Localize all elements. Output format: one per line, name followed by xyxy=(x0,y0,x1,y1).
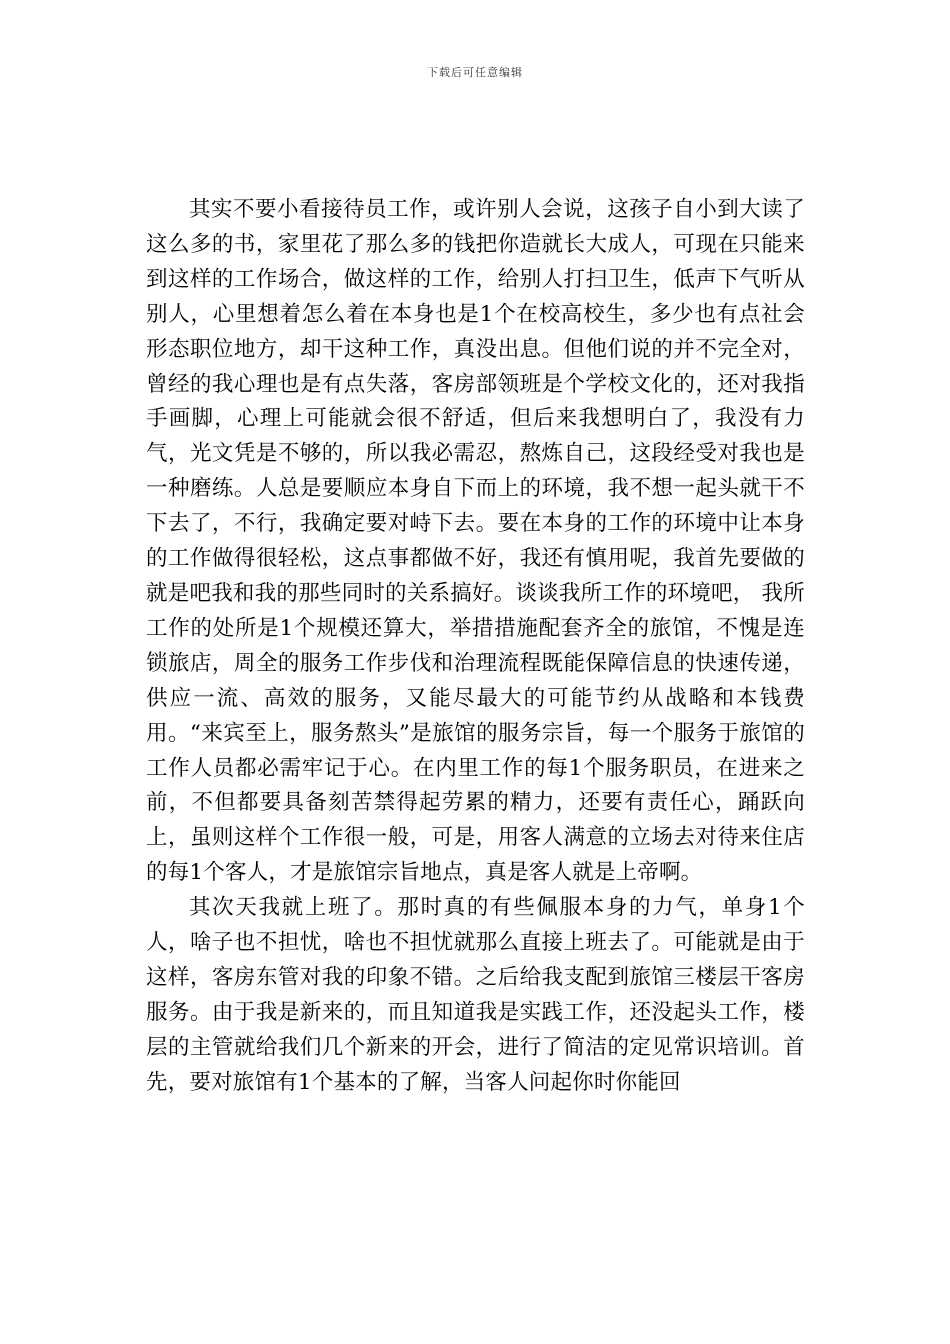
document-body xyxy=(146,193,805,1101)
paragraph-2: 其次天我就上班了。那时真的有些佩服本身的力气，单身1个人，啥子也不担忧，啥也不担忧就那么直接上班去了。可能就是由于这样，客房东管对我的印象不错。之后给我支配到旅馆三楼层干客房服务。由于我是新来的，而且知道我是实践工作，还没起头工作，楼层的主管就给我们几个新来的开会，进行了简洁的定见常识培训。首先，要对旅馆有1个基本的了解，当客人问起你时你能回 xyxy=(146,895,805,1095)
paragraph-1: 其实不要小看接待员工作，或许别人会说，这孩子自小到大读了这么多的书，家里花了那么多的钱把你造就长大成人，可现在只能来到这样的工作场合，做这样的工作，给别人打扫卫生，低声下气听从别人，心里想着怎么着在本身也是1个在校高校生，多少也有点社会形态职位地方，却干这种工作，真没出息。但他们说的并不完全对，曾经的我心理也是有点失落，客房部领班是个学校文化的，还对我指手画脚，心理上可能就会很不舒适，但后来我想明白了，我没有力气，光文凭是不够的，所以我必需忍，熬炼自己，这段经受对我也是一种磨练。人总是要顺应本身自下而上的环境，我不想一起头就干不下去了，不行，我确定要对峙下去。要在本身的工作的环境中让本身的工作做得很轻松，这点事都做不好，我还有慎用呢，我首先要做的就是吧我和我的那些同时的关系搞好。谈谈我所工作的环境吧， 我所工作的处所是1个规模还算大，举措措施配套齐全的旅馆，不愧是连锁旅店，周全的服务工作步伐和治理流程既能保障信息的快速传递，供应一流、高效的服务，又能尽最大的可能节约从战略和本钱费用。“来宾至上，服务熬头”是旅馆的服务宗旨，每一个服务于旅馆的工作人员都必需牢记于心。在内里工作的每1个服务职员，在进来之前，不但都要具备刻苦禁得起劳累的精力，还要有责任心，踊跃向上，虽则这样个工作很一般，可是，用客人满意的立场去对待来住店的每1个客人，才是旅馆宗旨地点，真是客人就是上帝啊。 xyxy=(146,197,805,886)
page-header: 下载后可任意编辑 xyxy=(427,66,523,79)
